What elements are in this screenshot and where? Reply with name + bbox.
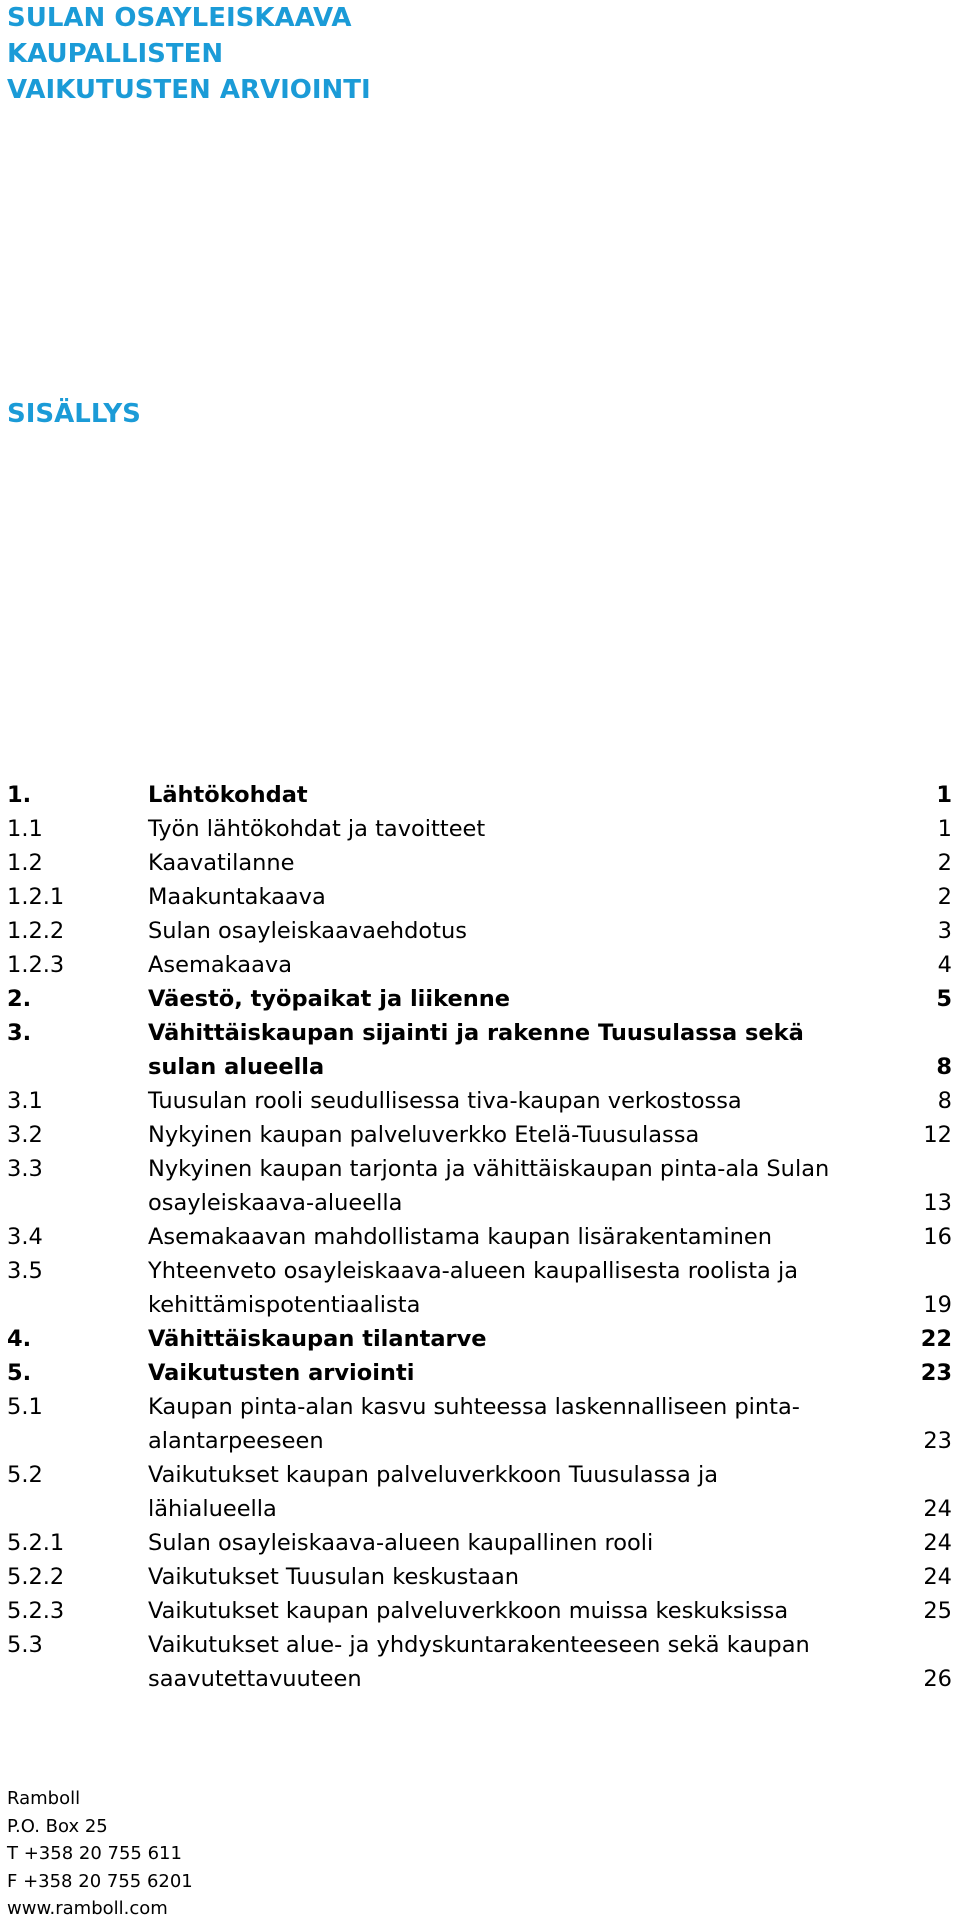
toc-entry-number: 3.2 (7, 1122, 43, 1148)
toc-entry-number: 5.2 (7, 1462, 43, 1488)
toc-entry[interactable] (7, 1628, 952, 1696)
toc-entry-title (148, 778, 848, 812)
toc-entry-page-number: 24 (923, 1496, 952, 1522)
toc-entry-title (148, 1628, 848, 1696)
toc-entry[interactable] (7, 1152, 952, 1220)
toc-entry-number: 5.2.2 (7, 1564, 65, 1590)
toc-entry-title (148, 982, 848, 1016)
toc-entry-page-number: 23 (923, 1428, 952, 1454)
toc-entry-title-line: Työn lähtökohdat ja tavoitteet (148, 816, 486, 842)
toc-entry-title (148, 1594, 848, 1628)
toc-heading: SISÄLLYS (7, 399, 141, 429)
toc-entry[interactable] (7, 778, 952, 812)
toc-entry-number: 5.1 (7, 1394, 43, 1420)
toc-entry[interactable] (7, 982, 952, 1016)
toc-entry-title-line: Sulan osayleiskaavaehdotus (148, 918, 467, 944)
toc-entry[interactable] (7, 846, 952, 880)
toc-entry-title (148, 1118, 848, 1152)
footer-line: Ramboll (7, 1788, 81, 1809)
toc-entry-title-line: Lähtökohdat (148, 782, 308, 808)
toc-entry-title (148, 1084, 848, 1118)
footer-line: T +358 20 755 611 (7, 1843, 182, 1864)
toc-entry-title-line: osayleiskaava-alueella (148, 1190, 403, 1216)
toc-entry-page-number: 19 (923, 1292, 952, 1318)
toc-entry[interactable] (7, 812, 952, 846)
toc-entry-title-line: Vähittäiskaupan sijainti ja rakenne Tuusulassa sekä (148, 1020, 804, 1046)
toc-entry-number: 3.5 (7, 1258, 43, 1284)
toc-entry-title (148, 1560, 848, 1594)
toc-entry[interactable] (7, 1118, 952, 1152)
toc-entry-title-line: Vaikutukset kaupan palveluverkkoon muissa keskuksissa (148, 1598, 789, 1624)
toc-entry[interactable] (7, 1458, 952, 1526)
toc-entry-page-number: 5 (936, 986, 952, 1012)
toc-entry-title-line: alantarpeeseen (148, 1428, 324, 1454)
toc-entry-title (148, 880, 848, 914)
toc-entry[interactable] (7, 1594, 952, 1628)
toc-entry-number: 3.3 (7, 1156, 43, 1182)
toc-entry-title-line: Vaikutukset kaupan palveluverkkoon Tuusulassa ja (148, 1462, 718, 1488)
toc-entry[interactable] (7, 1254, 952, 1322)
toc-entry-title (148, 1016, 848, 1084)
company-footer (7, 1785, 193, 1923)
toc-entry-page-number: 2 (937, 850, 952, 876)
toc-entry-number: 3.1 (7, 1088, 43, 1114)
toc-entry[interactable] (7, 1322, 952, 1356)
toc-entry-number: 5. (7, 1360, 32, 1386)
toc-entry-title-line: Väestö, työpaikat ja liikenne (148, 986, 511, 1012)
toc-entry-title (148, 1322, 848, 1356)
toc-entry-number: 5.3 (7, 1632, 43, 1658)
toc-entry-page-number: 23 (920, 1360, 952, 1386)
toc-entry-page-number: 24 (923, 1564, 952, 1590)
toc-entry[interactable] (7, 1084, 952, 1118)
toc-entry[interactable] (7, 1356, 952, 1390)
toc-entry-title-line: Tuusulan rooli seudullisessa tiva-kaupan verkostossa (148, 1088, 742, 1114)
document-title-line: SULAN OSAYLEISKAAVA (7, 3, 352, 33)
toc-entry-page-number: 22 (920, 1326, 952, 1352)
footer-line: F +358 20 755 6201 (7, 1870, 193, 1892)
toc-entry-number: 1.2.3 (7, 952, 65, 978)
toc-entry-page-number: 13 (923, 1190, 952, 1216)
toc-entry-page-number: 12 (923, 1122, 952, 1148)
toc-entry-title-line: Vaikutukset Tuusulan keskustaan (148, 1564, 519, 1590)
toc-entry-title-line: Vähittäiskaupan tilantarve (148, 1326, 487, 1352)
toc-entry-title (148, 1152, 848, 1220)
toc-entry-number: 5.2.3 (7, 1598, 65, 1624)
toc-entry-title-line: Yhteenveto osayleiskaava-alueen kaupallisesta roolista ja (148, 1258, 799, 1284)
toc-entry-title (148, 1220, 848, 1254)
toc-entry-title (148, 948, 848, 982)
toc-entry-number: 1.1 (7, 816, 43, 842)
toc-entry-title (148, 914, 848, 948)
toc-entry-page-number: 3 (937, 918, 952, 944)
toc-entry-number: 4. (7, 1326, 32, 1352)
toc-entry[interactable] (7, 1220, 952, 1254)
toc-entry-page-number: 2 (937, 884, 952, 910)
toc-entry-page-number: 1 (936, 782, 952, 808)
toc-entry-title (148, 1390, 848, 1458)
footer-website-link[interactable]: www.ramboll.com (7, 1898, 168, 1919)
toc-entry-title (148, 1458, 848, 1526)
toc-entry-number: 1. (7, 782, 32, 808)
toc-entry-title-line: lähialueella (148, 1496, 277, 1522)
toc-entry-number: 2. (7, 986, 32, 1012)
toc-entry[interactable] (7, 880, 952, 914)
toc-entry-title-line: Maakuntakaava (148, 884, 326, 910)
toc-entry-number: 1.2.2 (7, 918, 65, 944)
toc-entry-title-line: Kaavatilanne (148, 850, 295, 876)
toc-entry-page-number: 25 (923, 1598, 952, 1624)
toc-entry-title-line: Kaupan pinta-alan kasvu suhteessa laskennalliseen pinta- (148, 1394, 800, 1420)
toc-entry-title-line: saavutettavuuteen (148, 1666, 362, 1692)
toc-entry-title-line: Nykyinen kaupan palveluverkko Etelä-Tuusulassa (148, 1122, 700, 1148)
toc-entry-page-number: 26 (923, 1666, 952, 1692)
toc-entry-title (148, 1526, 848, 1560)
toc-entry-page-number: 8 (936, 1054, 952, 1080)
toc-entry[interactable] (7, 1016, 952, 1084)
toc-entry-title (148, 846, 848, 880)
toc-entry-number: 5.2.1 (7, 1530, 65, 1556)
toc-entry-title-line: Vaikutukset alue- ja yhdyskuntarakenteeseen sekä kaupan (148, 1632, 810, 1658)
toc-entry-page-number: 4 (937, 952, 952, 978)
table-of-contents (7, 778, 952, 1696)
toc-entry-title (148, 812, 848, 846)
toc-entry-number: 3. (7, 1020, 32, 1046)
toc-entry-page-number: 24 (923, 1530, 952, 1556)
toc-entry-title-line: Sulan osayleiskaava-alueen kaupallinen rooli (148, 1530, 654, 1556)
toc-entry-title-line: kehittämispotentiaalista (148, 1292, 421, 1318)
toc-entry-title-line: sulan alueella (148, 1054, 325, 1080)
toc-entry-page-number: 8 (937, 1088, 952, 1114)
document-title-line: VAIKUTUSTEN ARVIOINTI (7, 75, 371, 105)
toc-entry[interactable] (7, 1390, 952, 1458)
document-title (7, 0, 371, 108)
toc-entry-page-number: 1 (937, 816, 952, 842)
toc-entry-title-line: Asemakaava (148, 952, 292, 978)
toc-entry[interactable] (7, 948, 952, 982)
toc-entry[interactable] (7, 1560, 952, 1594)
toc-entry-number: 1.2.1 (7, 884, 65, 910)
toc-entry[interactable] (7, 914, 952, 948)
toc-entry-title-line: Nykyinen kaupan tarjonta ja vähittäiskaupan pinta-ala Sulan (148, 1156, 830, 1182)
toc-entry-number: 1.2 (7, 850, 43, 876)
toc-entry-number: 3.4 (7, 1224, 43, 1250)
document-title-line: KAUPALLISTEN (7, 39, 224, 69)
toc-entry-title-line: Asemakaavan mahdollistama kaupan lisärakentaminen (148, 1224, 773, 1250)
toc-entry-title (148, 1254, 848, 1322)
toc-entry-title-line: Vaikutusten arviointi (148, 1360, 415, 1386)
toc-entry-page-number: 16 (923, 1224, 952, 1250)
footer-line: P.O. Box 25 (7, 1815, 108, 1837)
toc-entry-title (148, 1356, 848, 1390)
toc-entry[interactable] (7, 1526, 952, 1560)
